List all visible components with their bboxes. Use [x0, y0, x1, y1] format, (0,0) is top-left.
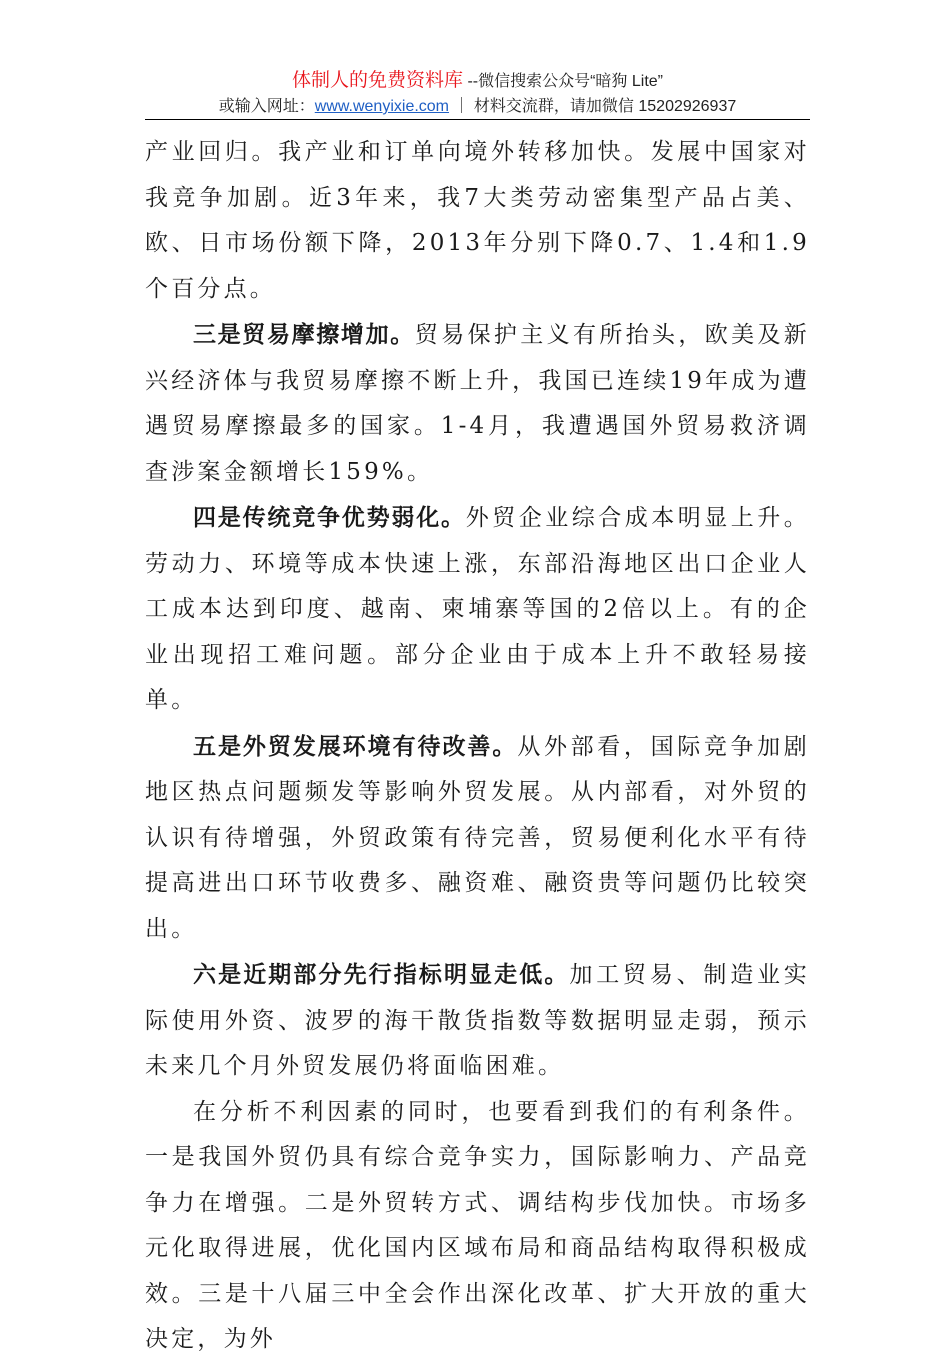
paragraph-trade-friction — [145, 312, 810, 495]
paragraph-heading: 五是外贸发展环境有待改善。 — [193, 732, 518, 760]
document-body — [145, 130, 810, 1363]
header-contact-line — [145, 95, 810, 119]
contact-info: 材料交流群，请加微信 15202926937 — [473, 98, 737, 115]
header-slogan: --微信搜索公众号“暗狗 Lite” — [463, 73, 664, 90]
paragraph-text: 加工贸易、制造业实际使用外资、波罗的海干散货指数等数据明显走弱，预示未来几个月外贸发展仍将面临困难。 — [145, 962, 810, 1079]
paragraph-text: 从外部看，国际竞争加剧地区热点问题频发等影响外贸发展。从内部看，对外贸的认识有待增强，外贸政策有待完善，贸易便利化水平有待提高进出口环节收费多、融资难、融资贵等问题仍比较突出。 — [145, 733, 811, 942]
paragraph-continuation — [145, 130, 810, 312]
paragraph-competitive-advantage — [145, 495, 810, 724]
paragraph-heading: 四是传统竞争优势弱化。 — [193, 504, 466, 531]
brand-title: 体制人的免费资料库 — [291, 70, 463, 91]
paragraph-text: 产业回归。我产业和订单向境外转移加快。发展中国家对我竞争加剧。近3年来，我7大类劳动密集型产品占美、欧、日市场份额下降，2013年分别下降0.7、1.4和1.9个百分点。 — [145, 139, 810, 302]
paragraph-heading: 六是近期部分先行指标明显走低。 — [193, 961, 570, 988]
paragraph-text: 在分析不利因素的同时，也要看到我们的有利条件。一是我国外贸仍具有综合竞争实力，国际影响力、产品竞争力在增强。二是外贸转方式、调结构步伐加快。市场多元化取得进展，优化国内区域布局和商品结构取得积极成效。三是十八届三中全会作出深化改革、扩大开放的重大决定，为外 — [145, 1098, 810, 1352]
website-link[interactable]: www.wenyixie.com — [314, 98, 450, 115]
header-title-line — [145, 68, 810, 95]
paragraph-text: 外贸企业综合成本明显上升。劳动力、环境等成本快速上涨，东部沿海地区出口企业人工成本达到印度、越南、柬埔寨等国的2倍以上。有的企业出现招工难问题。部分企业由于成本上升不敢轻易接单。 — [145, 505, 810, 713]
document-header — [145, 68, 810, 119]
paragraph-text: 贸易保护主义有所抬头，欧美及新兴经济体与我贸易摩擦不断上升，我国已连续19年成为遭遇贸易摩擦最多的国家。1-4月，我遭遇国外贸易救济调查涉案金额增长159%。 — [145, 322, 811, 485]
header-separator: ｜ — [449, 98, 474, 115]
paragraph-heading: 三是贸易摩擦增加。 — [193, 321, 415, 348]
paragraph-environment — [145, 724, 810, 953]
paragraph-favorable-conditions — [145, 1090, 810, 1363]
header-divider — [145, 119, 810, 120]
paragraph-leading-indicators — [145, 952, 810, 1090]
url-prefix: 或输入网址： — [218, 98, 315, 115]
